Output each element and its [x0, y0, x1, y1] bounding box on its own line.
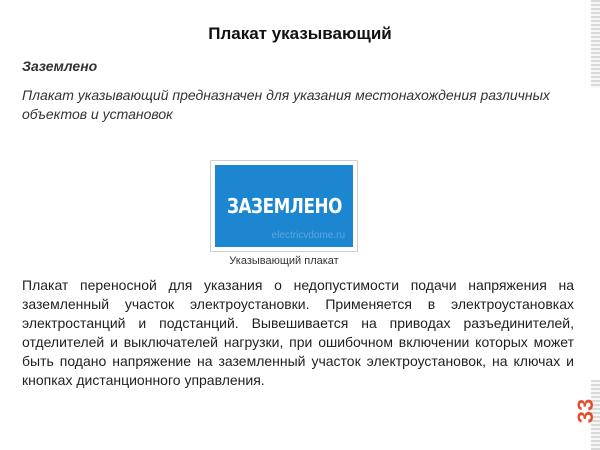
body-text: Плакат переносной для указания о недопустимости подачи напряжения на заземленный участок электроустановки. Применяется в электроустановках электростанций и подстанций. Вывешивается на приводах разъединителей, отделителей и выключателей нагрузки, при ошибочном включении которых может быть подано напряжение на заземленный участок электроустановок, на ключах и кнопках дистанционного управления.	[22, 277, 574, 388]
sign-text: ЗАЗЕМЛЕНО	[226, 194, 342, 218]
intro-text: Плакат указывающий предназначен для указания местонахождения различных объектов и установок	[22, 87, 550, 122]
watermark: electricvdome.ru	[271, 230, 345, 241]
decorative-stripe-top	[591, 0, 600, 88]
page-title: Плакат указывающий	[208, 24, 392, 43]
sign-plate	[215, 165, 353, 247]
sign-frame	[210, 160, 358, 252]
subtitle: Заземлено	[22, 58, 98, 74]
sign-caption: Указывающий плакат	[229, 255, 339, 267]
sign-figure	[210, 160, 358, 267]
page-number: 33	[573, 398, 598, 424]
